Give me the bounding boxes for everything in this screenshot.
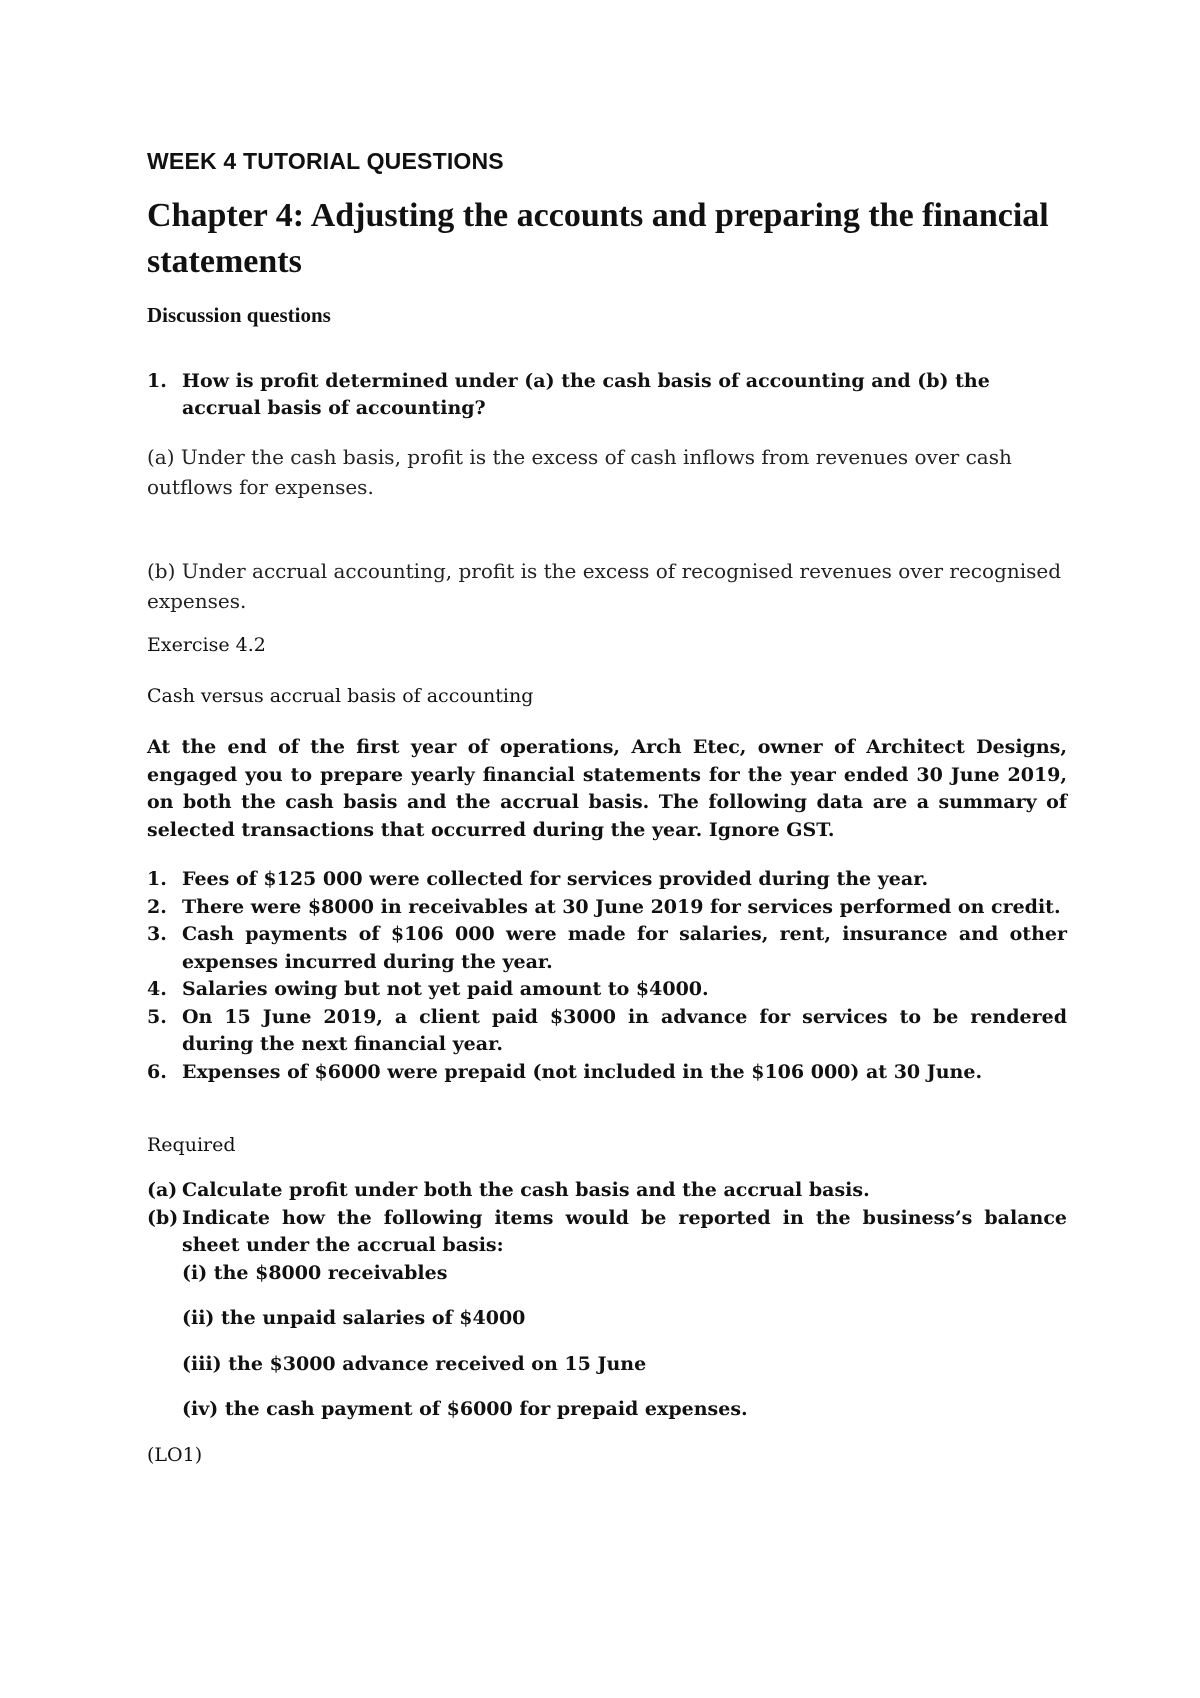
answer-b: (b) Under accrual accounting, profit is the excess of recognised revenues over recognised expenses. [147,559,1062,613]
sub-item: (i) the $8000 receivables [182,1261,448,1284]
required-b-text: Indicate how the following items would be reported in the business’s balance sheet under the accrual basis: [182,1206,1067,1256]
sub-item: (iii) the $3000 advance received on 15 June [182,1352,647,1375]
item-number: 3. [147,923,167,945]
answer-a: (a) Under the cash basis, profit is the excess of cash inflows from revenues over cash outflows for expenses. [147,445,1012,499]
item-number: 5. [147,1005,167,1028]
item-number: 4. [147,978,167,1000]
item-text: On 15 June 2019, a client paid $3000 in advance for services to be rendered during the next financial year. [182,1005,1067,1055]
transaction-list [147,866,1067,1086]
item-number: 1. [147,868,167,890]
week-title: WEEK 4 TUTORIAL QUESTIONS [147,148,504,174]
sub-item: (iv) the cash payment of $6000 for prepaid expenses. [182,1398,748,1420]
item-text: There were $8000 in receivables at 30 June 2019 for services performed on credit. [182,895,1061,918]
required-item-a [147,1177,1067,1205]
question-number: 1. [147,370,167,392]
discussion-question [147,368,1067,422]
question-text: How is profit determined under (a) the cash basis of accounting and (b) the accrual basis of accounting? [182,370,990,419]
list-item [147,976,1067,1004]
item-text: Salaries owing but not yet paid amount to $4000. [182,978,709,1000]
list-item [147,894,1067,922]
sub-item: (ii) the unpaid salaries of $4000 [182,1307,526,1329]
sub-item-list [182,1260,1067,1424]
required-heading: Required [147,1134,236,1156]
required-item-b [147,1205,1067,1260]
learning-outcome: (LO1) [147,1443,203,1466]
item-number: 6. [147,1060,167,1083]
exercise-subtitle: Cash versus accrual basis of accounting [147,685,534,707]
required-a-label: (a) [147,1179,178,1201]
discussion-heading: Discussion questions [147,303,331,327]
list-item [147,866,1067,894]
exercise-title: Exercise 4.2 [147,634,266,656]
exercise-intro: At the end of the first year of operations, Arch Etec, owner of Architect Designs, engaged you to prepare yearly financial statements for the year ended 30 June 2019, on both the cash basis and the accrual basis. The following data are a summary of selected transactions that occurred during the year. Ignore GST. [147,736,1067,841]
list-item [147,1004,1067,1059]
list-item [147,921,1067,976]
required-b-label: (b) [147,1206,179,1229]
item-text: Fees of $125 000 were collected for services provided during the year. [182,868,929,890]
list-item [147,1059,1067,1087]
item-number: 2. [147,895,167,918]
required-list [147,1177,1067,1424]
item-text: Cash payments of $106 000 were made for salaries, rent, insurance and other expenses incurred during the year. [182,923,1067,973]
required-a-text: Calculate profit under both the cash basis and the accrual basis. [182,1179,870,1201]
chapter-title: Chapter 4: Adjusting the accounts and preparing the financial statements [147,197,1049,280]
page-content [147,148,1067,1469]
item-text: Expenses of $6000 were prepaid (not included in the $106 000) at 30 June. [182,1060,983,1083]
